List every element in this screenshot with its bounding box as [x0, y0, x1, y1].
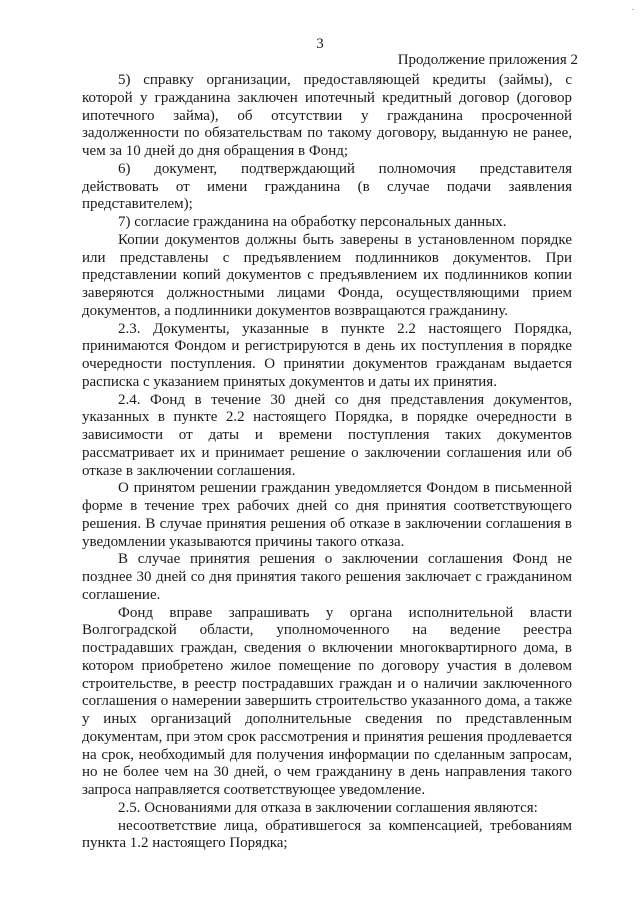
paragraph-notification: О принятом решении гражданин уведомляется Фондом в письменной форме в течение трех рабочих дней со дня принятия соответствующего решения. В случае принятия решения об отказе в заключении соглашения в уведомлении указываются причины такого отказа.	[82, 480, 572, 550]
paragraph-item-6: 6) документ, подтверждающий полномочия представителя действовать от имени гражданина (в случае подачи заявления представителем);	[82, 160, 572, 213]
continuation-label: Продолжение приложения 2	[397, 52, 578, 68]
paragraph-2-4: 2.4. Фонд в течение 30 дней со дня представления документов, указанных в пункте 2.2 настоящего Порядка, в порядке очередности в зависимости от даты и времени поступления таких документов рассматривает их и принимает решение о заключении соглашения или об отказе в заключении соглашения.	[82, 391, 572, 479]
paragraph-agreement: В случае принятия решения о заключении соглашения Фонд не позднее 30 дней со дня принятия такого решения заключает с гражданином соглашение.	[82, 551, 572, 603]
page-number: 3	[316, 36, 324, 52]
paragraph-item-5: 5) справку организации, предоставляющей кредиты (займы), с которой у гражданина заключен ипотечный кредитный договор (договор ипотечного займа), об отсутствии у гражданина просроченной задолженности по обязательствам по такому договору, выданную не ранее, чем за 10 дней до дня обращения в Фонд;	[82, 72, 572, 159]
paragraph-noncompliance: несоответствие лица, обратившегося за компенсацией, требованиям пункта 1.2 настоящего Порядка;	[82, 817, 572, 852]
paragraph-2-3: 2.3. Документы, указанные в пункте 2.2 настоящего Порядка, принимаются Фондом и регистрируются в день их поступления в порядке очередности поступления. О принятии документов гражданам выдается расписка с указанием принятых документов и даты их принятия.	[82, 320, 572, 390]
paragraph-requests: Фонд вправе запрашивать у органа исполнительной власти Волгоградской области, уполномоченного на ведение реестра пострадавших граждан, сведения о включении многоквартирного дома, в котором приобретено жилое помещение по договору участия в долевом строительстве, в реестр пострадавших граждан и о наличии заключенного соглашения о намерении завершить строительство указанного дома, а также у иных организаций дополнительные сведения по представленным документам, при этом срок рассмотрения и принятия решения продлевается на срок, необходимый для получения информации по сделанным запросам, но не более чем на 30 дней, о чем гражданину в день направления такого запроса направляется соответствующее уведомление.	[82, 604, 572, 798]
paragraph-2-5: 2.5. Основаниями для отказа в заключении соглашения являются:	[118, 799, 538, 816]
corner-mark: .	[631, 2, 634, 12]
paragraph-copies: Копии документов должны быть заверены в установленном порядке или представлены с предъявлением подлинников документов. При представлении копий документов с предъявлением их подлинников копии заверяются должностными лицами Фонда, осуществляющими прием документов, а подлинники документов возвращаются гражданину.	[82, 231, 572, 319]
paragraph-item-7: 7) согласие гражданина на обработку персональных данных.	[118, 214, 507, 230]
document-body	[82, 72, 572, 853]
